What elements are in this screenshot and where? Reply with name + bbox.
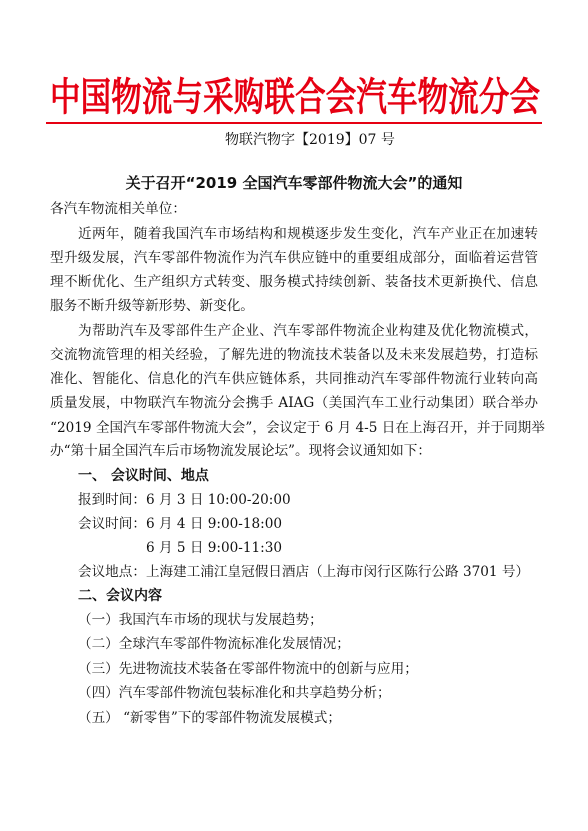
- paragraph-1-line: 型升级发展，汽车零部件物流作为汽车供应链中的重要组成部分，面临着运营管: [50, 250, 538, 266]
- content-item: （三）先进物流技术装备在零部件物流中的创新与应用；: [78, 661, 418, 677]
- section-1-heading: 一、 会议时间、地点: [78, 468, 209, 484]
- paragraph-2-line: 交流物流管理的相关经验，了解先进的物流技术装备以及未来发展趋势，打造标: [50, 347, 538, 363]
- red-divider: [46, 122, 542, 124]
- content-item: （五） “新零售”下的零部件物流发展模式；: [78, 710, 341, 726]
- meeting-time-day-2: 6 月 5 日 9:00-11:30: [146, 540, 283, 556]
- meeting-venue: 会议地点：上海建工浦江皇冠假日酒店（上海市闵行区陈行公路 3701 号）: [78, 564, 530, 580]
- meeting-time: 会议时间：6 月 4 日 9:00-18:00: [78, 516, 283, 532]
- paragraph-2-line: 为帮助汽车及零部件生产企业、汽车零部件物流企业构建及优化物流模式，: [78, 323, 538, 339]
- content-item: （一）我国汽车市场的现状与发展趋势；: [78, 612, 323, 628]
- organization-title: 中国物流与采购联合会汽车物流分会: [50, 74, 540, 121]
- content-item: （四）汽车零部件物流包装标准化和共享趋势分析；: [78, 685, 391, 701]
- paragraph-2-line: 质量发展，中物联汽车物流分会携手 AIAG（美国汽车工业行动集团）联合举办: [50, 395, 538, 411]
- document-number: 物联汽物字【2019】07 号: [225, 132, 395, 148]
- paragraph-1-line: 理不断优化、生产组织方式转变、服务模式持续创新、装备技术更新换代、信息: [50, 274, 538, 290]
- content-item: （二）全球汽车零部件物流标准化发展情况；: [78, 636, 350, 652]
- paragraph-2-line: “2019 全国汽车零部件物流大会”，会议定于 6 月 4-5 日在上海召开，并于同期举: [50, 420, 545, 436]
- registration-time: 报到时间：6 月 3 日 10:00-20:00: [78, 492, 291, 508]
- section-2-heading: 二、会议内容: [78, 588, 162, 604]
- salutation: 各汽车物流相关单位：: [50, 201, 186, 217]
- paragraph-1-line: 服务不断升级等新形势、新变化。: [50, 298, 254, 314]
- paragraph-2-line: 办“第十届全国汽车后市场物流发展论坛”。现将会议通知如下：: [50, 443, 431, 459]
- paragraph-1-line: 近两年，随着我国汽车市场结构和规模逐步发生变化，汽车产业正在加速转: [78, 226, 538, 242]
- paragraph-2-line: 准化、智能化、信息化的汽车供应链体系，共同推动汽车零部件物流行业转向高: [50, 371, 538, 387]
- notice-title: 关于召开“2019 全国汽车零部件物流大会”的通知: [125, 174, 463, 192]
